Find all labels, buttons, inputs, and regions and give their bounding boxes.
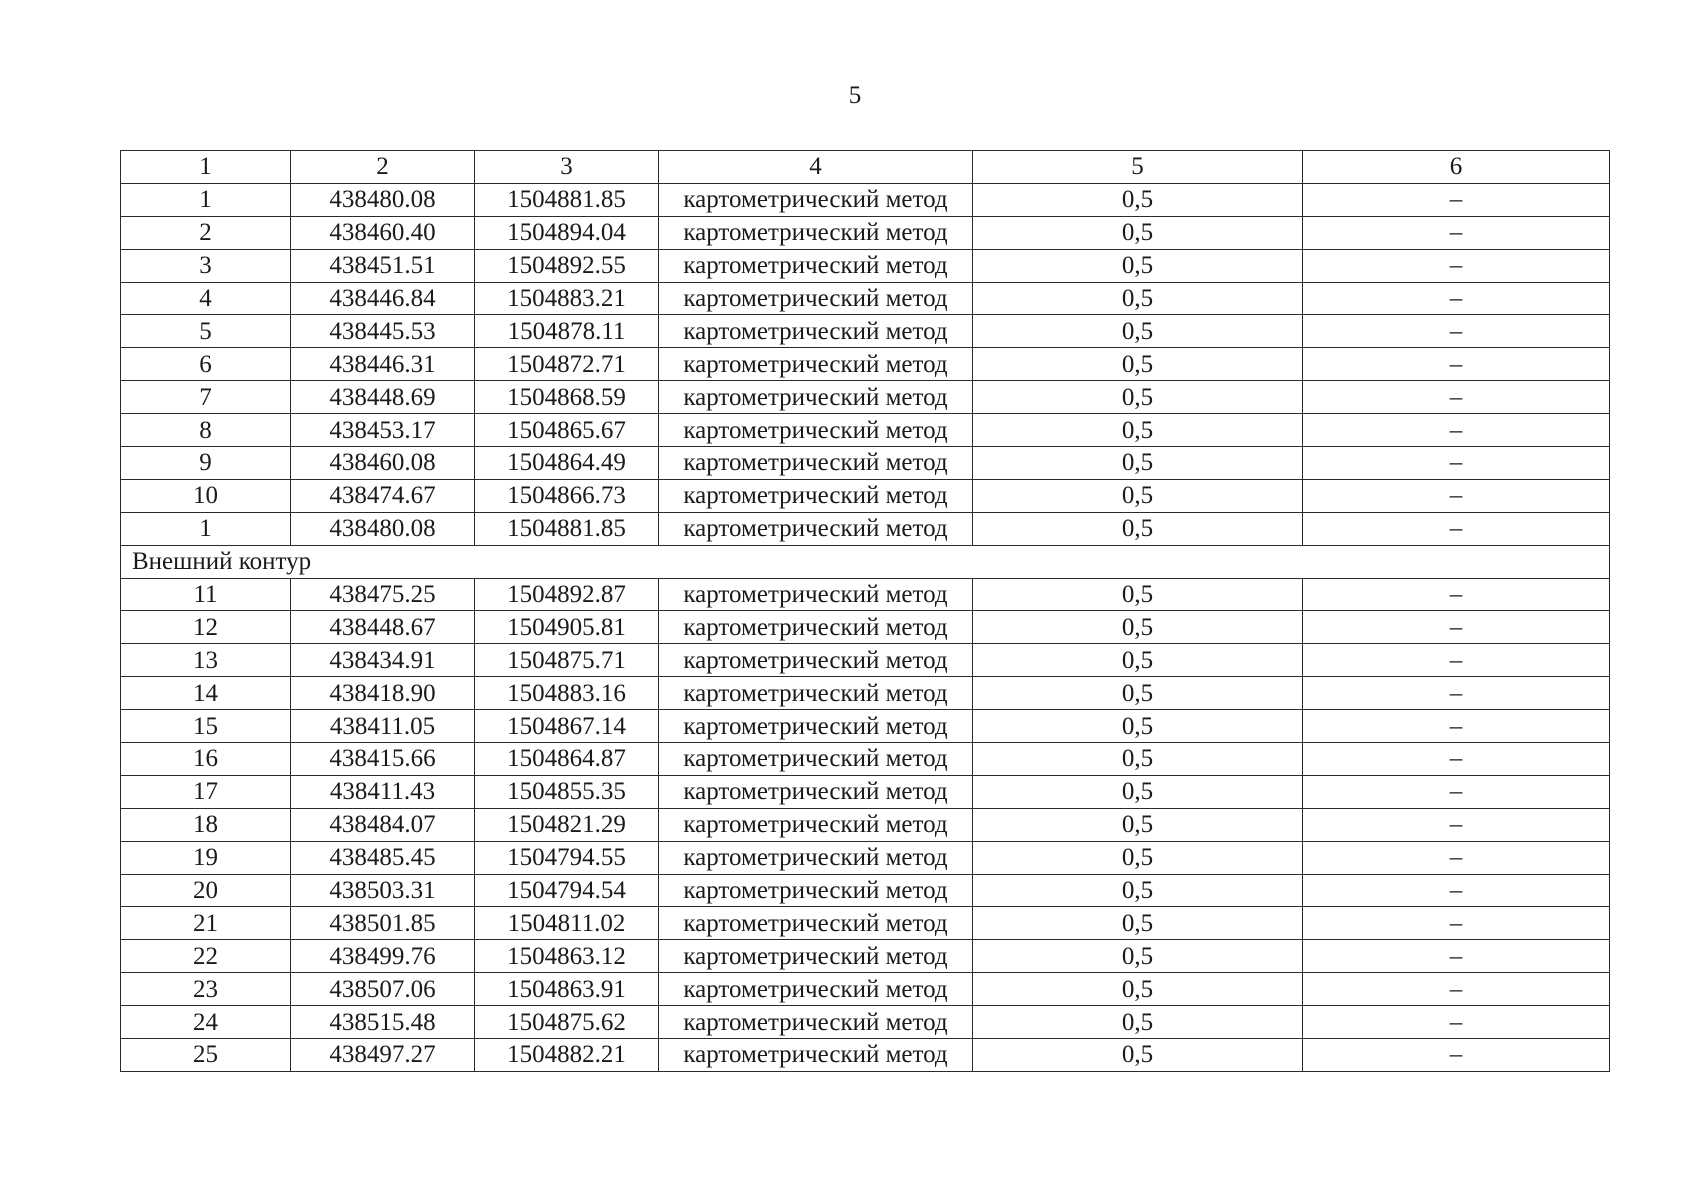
cell-y: 1504863.91 [475, 973, 659, 1006]
cell-y: 1504883.16 [475, 677, 659, 710]
cell-accuracy: 0,5 [973, 282, 1303, 315]
cell-x: 438475.25 [291, 578, 475, 611]
cell-x: 438411.05 [291, 710, 475, 743]
cell-y: 1504881.85 [475, 512, 659, 545]
cell-point-number: 1 [121, 183, 291, 216]
cell-accuracy: 0,5 [973, 644, 1303, 677]
cell-y: 1504883.21 [475, 282, 659, 315]
cell-point-number: 9 [121, 447, 291, 480]
table-row [121, 973, 1610, 1006]
cell-x: 438411.43 [291, 775, 475, 808]
cell-description: – [1303, 1039, 1610, 1072]
cell-description: – [1303, 775, 1610, 808]
cell-x: 438418.90 [291, 677, 475, 710]
cell-accuracy: 0,5 [973, 414, 1303, 447]
cell-accuracy: 0,5 [973, 216, 1303, 249]
cell-point-number: 13 [121, 644, 291, 677]
cell-point-number: 20 [121, 874, 291, 907]
cell-method: картометрический метод [659, 644, 973, 677]
cell-x: 438485.45 [291, 841, 475, 874]
cell-method: картометрический метод [659, 710, 973, 743]
cell-method: картометрический метод [659, 479, 973, 512]
cell-point-number: 1 [121, 512, 291, 545]
header-cell-accuracy: 5 [973, 151, 1303, 184]
cell-description: – [1303, 249, 1610, 282]
cell-y: 1504878.11 [475, 315, 659, 348]
cell-method: картометрический метод [659, 512, 973, 545]
section-label: Внешний контур [121, 545, 1610, 578]
table-row [121, 578, 1610, 611]
cell-y: 1504864.49 [475, 447, 659, 480]
cell-x: 438474.67 [291, 479, 475, 512]
cell-x: 438434.91 [291, 644, 475, 677]
table-row [121, 874, 1610, 907]
cell-description: – [1303, 479, 1610, 512]
cell-y: 1504875.71 [475, 644, 659, 677]
cell-y: 1504821.29 [475, 808, 659, 841]
table-row [121, 611, 1610, 644]
cell-y: 1504905.81 [475, 611, 659, 644]
cell-description: – [1303, 611, 1610, 644]
cell-point-number: 25 [121, 1039, 291, 1072]
cell-description: – [1303, 940, 1610, 973]
cell-point-number: 21 [121, 907, 291, 940]
header-cell-point-number: 1 [121, 151, 291, 184]
cell-point-number: 12 [121, 611, 291, 644]
cell-y: 1504892.87 [475, 578, 659, 611]
cell-accuracy: 0,5 [973, 973, 1303, 1006]
table-row [121, 282, 1610, 315]
cell-y: 1504811.02 [475, 907, 659, 940]
cell-description: – [1303, 841, 1610, 874]
table-row [121, 1006, 1610, 1039]
cell-accuracy: 0,5 [973, 710, 1303, 743]
cell-description: – [1303, 348, 1610, 381]
cell-accuracy: 0,5 [973, 841, 1303, 874]
table-row [121, 216, 1610, 249]
cell-description: – [1303, 578, 1610, 611]
cell-accuracy: 0,5 [973, 315, 1303, 348]
cell-method: картометрический метод [659, 841, 973, 874]
cell-y: 1504866.73 [475, 479, 659, 512]
table-row [121, 183, 1610, 216]
cell-x: 438484.07 [291, 808, 475, 841]
cell-y: 1504875.62 [475, 1006, 659, 1039]
cell-point-number: 18 [121, 808, 291, 841]
cell-y: 1504794.54 [475, 874, 659, 907]
table-row [121, 677, 1610, 710]
cell-description: – [1303, 973, 1610, 1006]
cell-x: 438460.40 [291, 216, 475, 249]
cell-point-number: 24 [121, 1006, 291, 1039]
table-row [121, 1039, 1610, 1072]
cell-accuracy: 0,5 [973, 479, 1303, 512]
coordinates-table [120, 150, 1610, 1072]
table-row [121, 808, 1610, 841]
cell-method: картометрический метод [659, 315, 973, 348]
cell-point-number: 7 [121, 381, 291, 414]
table-row [121, 841, 1610, 874]
table-row [121, 644, 1610, 677]
cell-y: 1504894.04 [475, 216, 659, 249]
table-row [121, 414, 1610, 447]
table-row [121, 710, 1610, 743]
cell-description: – [1303, 315, 1610, 348]
table-row [121, 447, 1610, 480]
cell-x: 438497.27 [291, 1039, 475, 1072]
cell-x: 438480.08 [291, 183, 475, 216]
table-row [121, 940, 1610, 973]
cell-description: – [1303, 907, 1610, 940]
cell-x: 438499.76 [291, 940, 475, 973]
cell-method: картометрический метод [659, 578, 973, 611]
cell-method: картометрический метод [659, 973, 973, 1006]
cell-description: – [1303, 808, 1610, 841]
cell-x: 438446.84 [291, 282, 475, 315]
cell-point-number: 5 [121, 315, 291, 348]
cell-method: картометрический метод [659, 1006, 973, 1039]
cell-description: – [1303, 216, 1610, 249]
cell-method: картометрический метод [659, 808, 973, 841]
cell-point-number: 15 [121, 710, 291, 743]
cell-x: 438448.67 [291, 611, 475, 644]
cell-x: 438451.51 [291, 249, 475, 282]
cell-y: 1504855.35 [475, 775, 659, 808]
cell-y: 1504864.87 [475, 743, 659, 776]
header-cell-y: 3 [475, 151, 659, 184]
cell-y: 1504863.12 [475, 940, 659, 973]
cell-point-number: 8 [121, 414, 291, 447]
cell-description: – [1303, 677, 1610, 710]
cell-x: 438453.17 [291, 414, 475, 447]
cell-point-number: 11 [121, 578, 291, 611]
cell-x: 438480.08 [291, 512, 475, 545]
cell-method: картометрический метод [659, 940, 973, 973]
cell-accuracy: 0,5 [973, 775, 1303, 808]
table-row [121, 512, 1610, 545]
cell-accuracy: 0,5 [973, 940, 1303, 973]
cell-x: 438446.31 [291, 348, 475, 381]
cell-point-number: 3 [121, 249, 291, 282]
cell-x: 438503.31 [291, 874, 475, 907]
cell-description: – [1303, 282, 1610, 315]
cell-y: 1504892.55 [475, 249, 659, 282]
cell-description: – [1303, 874, 1610, 907]
cell-accuracy: 0,5 [973, 183, 1303, 216]
header-cell-x: 2 [291, 151, 475, 184]
cell-description: – [1303, 414, 1610, 447]
cell-method: картометрический метод [659, 743, 973, 776]
cell-x: 438501.85 [291, 907, 475, 940]
cell-accuracy: 0,5 [973, 808, 1303, 841]
table-row [121, 479, 1610, 512]
table-row [121, 315, 1610, 348]
cell-method: картометрический метод [659, 183, 973, 216]
page-number: 5 [848, 82, 862, 109]
cell-method: картометрический метод [659, 381, 973, 414]
cell-method: картометрический метод [659, 249, 973, 282]
cell-point-number: 4 [121, 282, 291, 315]
table-body [121, 151, 1610, 1072]
cell-method: картометрический метод [659, 874, 973, 907]
cell-accuracy: 0,5 [973, 1039, 1303, 1072]
cell-point-number: 6 [121, 348, 291, 381]
cell-method: картометрический метод [659, 348, 973, 381]
cell-accuracy: 0,5 [973, 578, 1303, 611]
table-header-row [121, 151, 1610, 184]
cell-method: картометрический метод [659, 216, 973, 249]
cell-description: – [1303, 644, 1610, 677]
section-row [121, 545, 1610, 578]
header-cell-description: 6 [1303, 151, 1610, 184]
cell-method: картометрический метод [659, 447, 973, 480]
cell-description: – [1303, 512, 1610, 545]
cell-accuracy: 0,5 [973, 348, 1303, 381]
cell-accuracy: 0,5 [973, 1006, 1303, 1039]
cell-description: – [1303, 381, 1610, 414]
cell-accuracy: 0,5 [973, 874, 1303, 907]
cell-method: картометрический метод [659, 677, 973, 710]
cell-x: 438507.06 [291, 973, 475, 1006]
cell-method: картометрический метод [659, 907, 973, 940]
table-row [121, 381, 1610, 414]
cell-point-number: 17 [121, 775, 291, 808]
cell-method: картометрический метод [659, 282, 973, 315]
cell-y: 1504867.14 [475, 710, 659, 743]
header-cell-method: 4 [659, 151, 973, 184]
cell-point-number: 14 [121, 677, 291, 710]
cell-point-number: 22 [121, 940, 291, 973]
cell-y: 1504882.21 [475, 1039, 659, 1072]
table-row [121, 907, 1610, 940]
cell-description: – [1303, 710, 1610, 743]
cell-accuracy: 0,5 [973, 743, 1303, 776]
cell-method: картометрический метод [659, 775, 973, 808]
cell-accuracy: 0,5 [973, 677, 1303, 710]
cell-description: – [1303, 183, 1610, 216]
cell-x: 438415.66 [291, 743, 475, 776]
cell-x: 438515.48 [291, 1006, 475, 1039]
cell-x: 438448.69 [291, 381, 475, 414]
cell-point-number: 10 [121, 479, 291, 512]
cell-accuracy: 0,5 [973, 249, 1303, 282]
cell-point-number: 2 [121, 216, 291, 249]
cell-description: – [1303, 743, 1610, 776]
cell-method: картометрический метод [659, 414, 973, 447]
cell-accuracy: 0,5 [973, 611, 1303, 644]
cell-accuracy: 0,5 [973, 381, 1303, 414]
cell-method: картометрический метод [659, 611, 973, 644]
cell-y: 1504868.59 [475, 381, 659, 414]
cell-point-number: 16 [121, 743, 291, 776]
cell-y: 1504872.71 [475, 348, 659, 381]
cell-description: – [1303, 1006, 1610, 1039]
cell-accuracy: 0,5 [973, 512, 1303, 545]
table-row [121, 743, 1610, 776]
cell-description: – [1303, 447, 1610, 480]
cell-x: 438460.08 [291, 447, 475, 480]
cell-y: 1504881.85 [475, 183, 659, 216]
table-row [121, 249, 1610, 282]
table-row [121, 348, 1610, 381]
cell-point-number: 23 [121, 973, 291, 1006]
cell-y: 1504865.67 [475, 414, 659, 447]
cell-x: 438445.53 [291, 315, 475, 348]
cell-point-number: 19 [121, 841, 291, 874]
table-row [121, 775, 1610, 808]
cell-accuracy: 0,5 [973, 907, 1303, 940]
cell-accuracy: 0,5 [973, 447, 1303, 480]
cell-method: картометрический метод [659, 1039, 973, 1072]
cell-y: 1504794.55 [475, 841, 659, 874]
